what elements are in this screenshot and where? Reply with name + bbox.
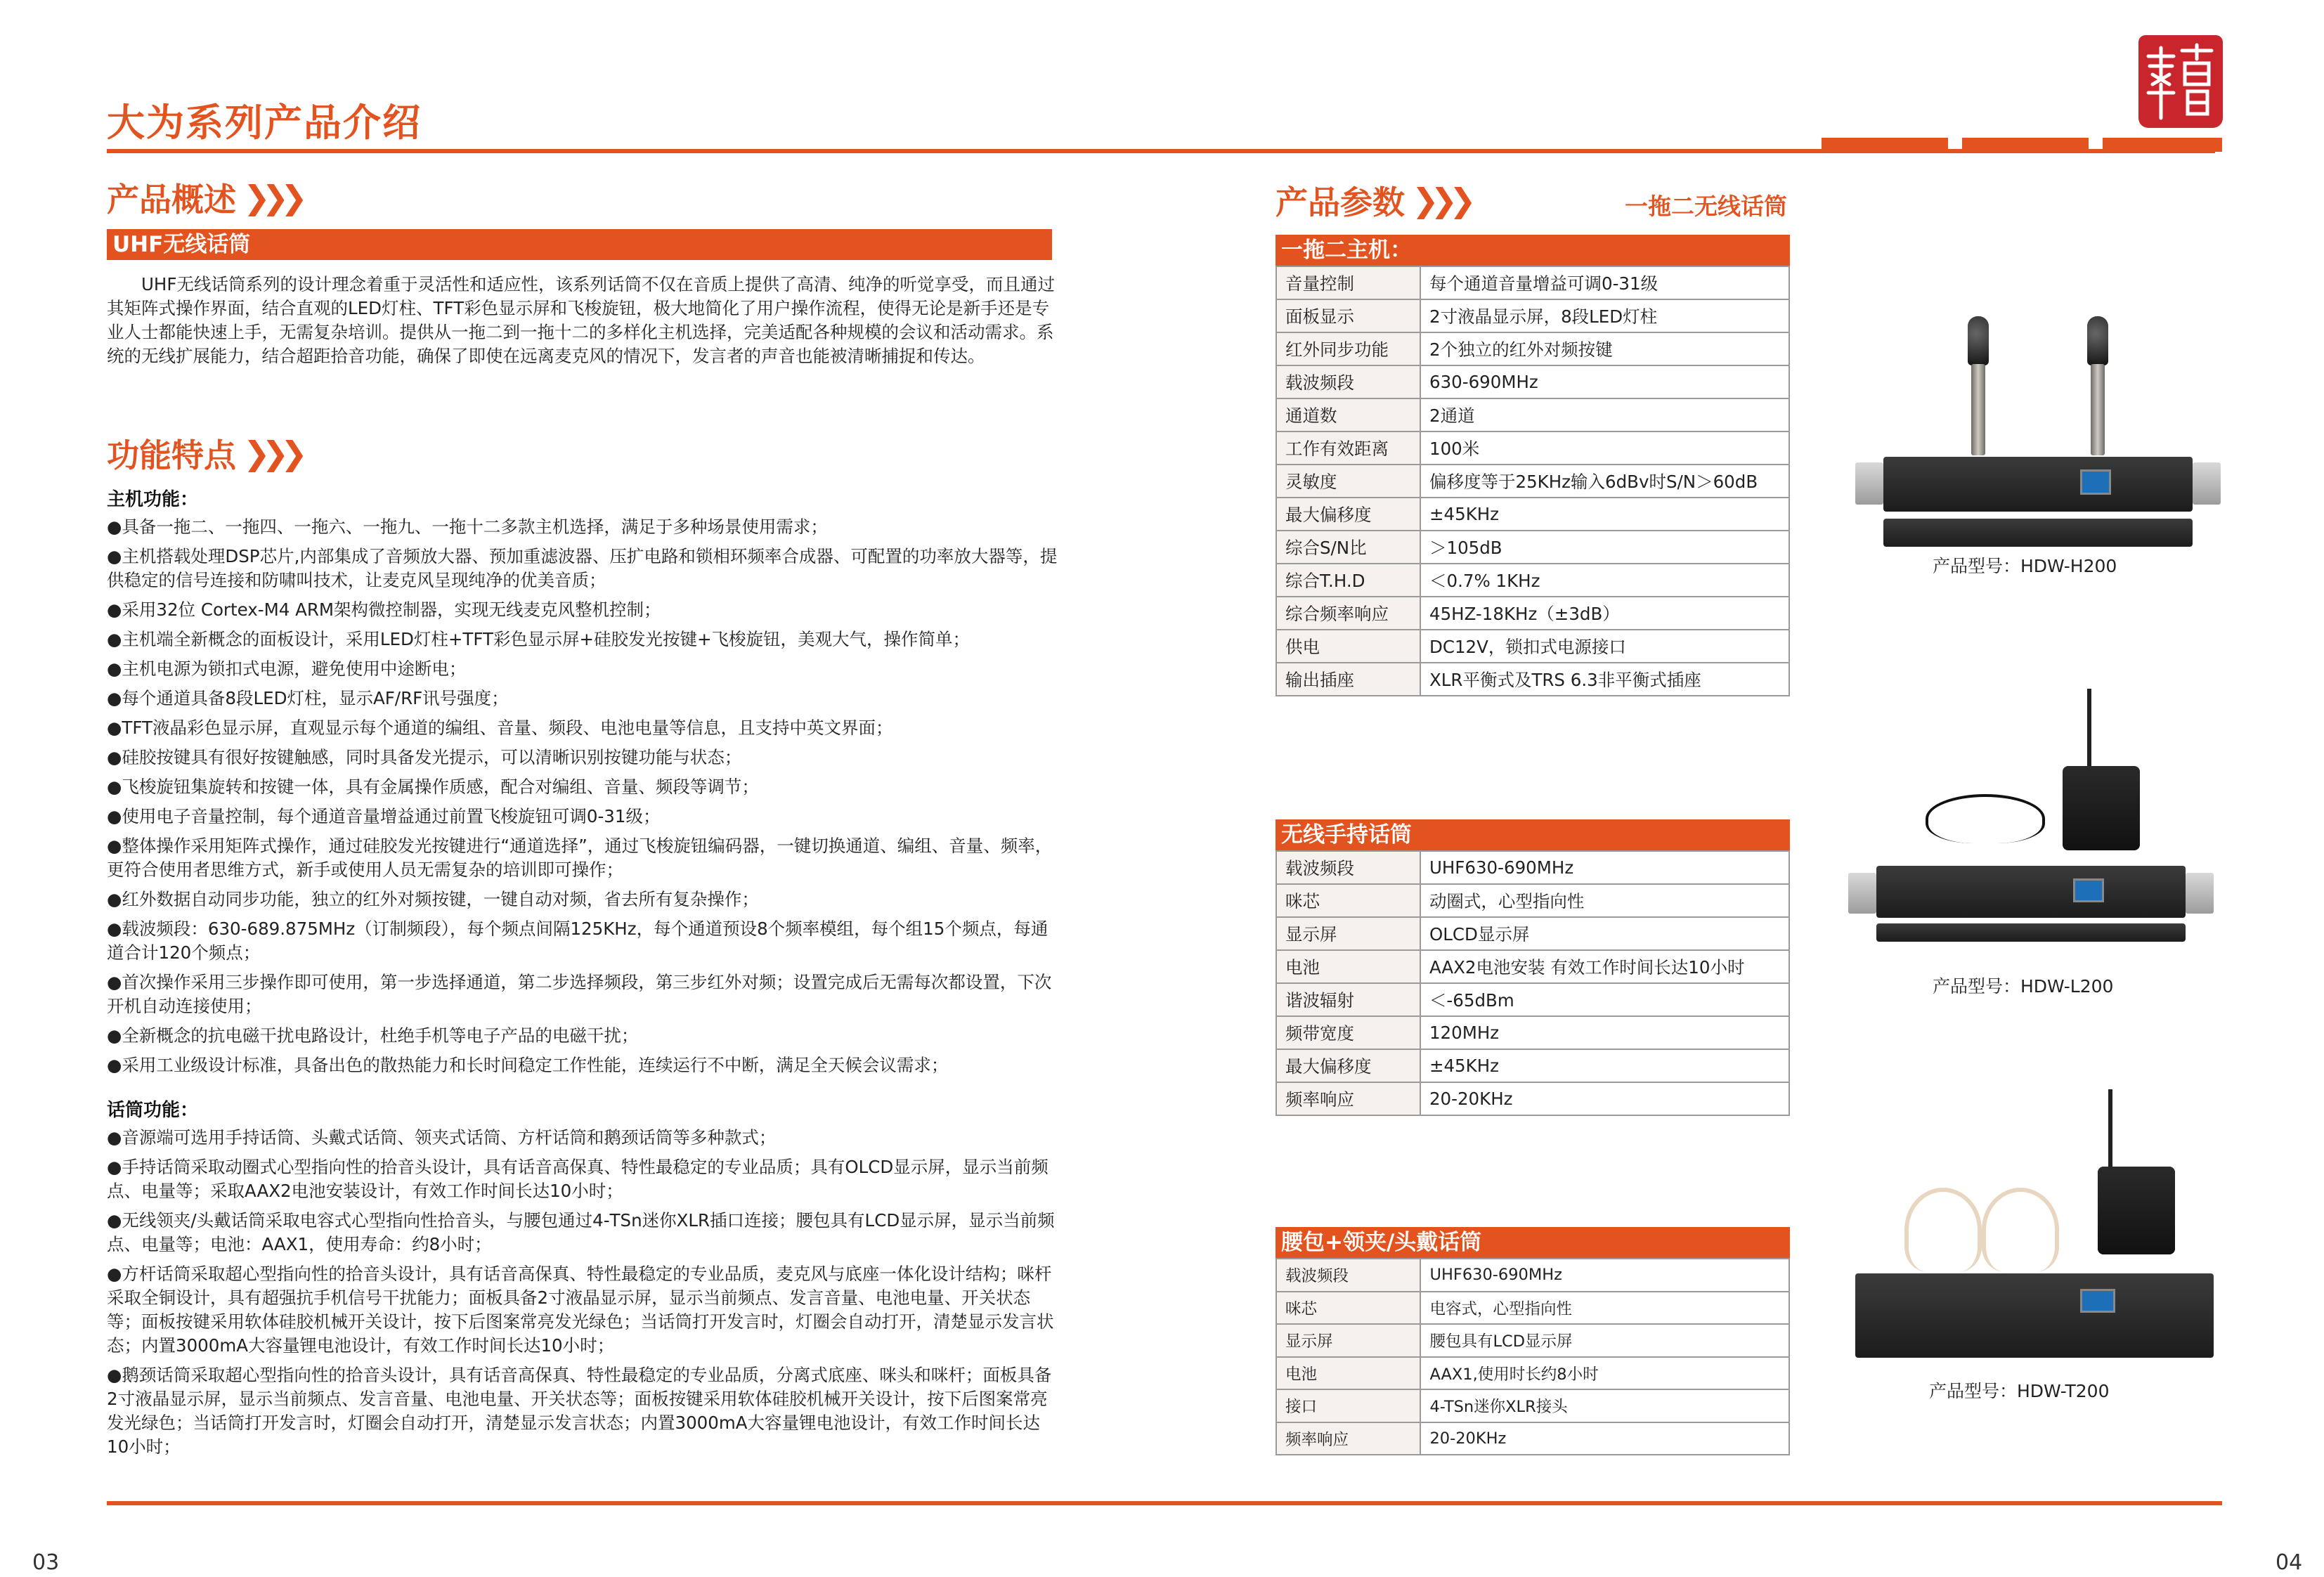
spec-key: 最大偏移度: [1276, 1049, 1420, 1082]
spec-value: 2个独立的红外对频按键: [1420, 332, 1789, 365]
spec-row: [1276, 398, 1789, 431]
feature-item: ●使用电子音量控制，每个通道音量增益通过前置飞梭旋钮可调0-31级；: [107, 806, 661, 826]
spec-row: [1276, 332, 1789, 365]
receiver-front-icon: [1876, 866, 2186, 918]
feature-item: ●硅胶按键具有很好按键触感，同时具备发光提示，可以清晰识别按键功能与状态；: [107, 747, 742, 767]
spec-key: 咪芯: [1276, 1292, 1420, 1325]
spec-row: [1276, 663, 1789, 696]
footer-divider: [107, 1501, 2222, 1505]
overview-paragraph: UHF无线话筒系列的设计理念着重于灵活性和适应性，该系列话筒不仅在音质上提供了高清、纯净的听觉享受，而且通过其矩阵式操作界面，结合直观的LED灯柱、TFT彩色显示屏和飞梭旋钮，极大地简化了用户操作流程，使得无论是新手还是专业人士都能快速上手，无需复杂培训。提供从一拖二到一拖十二的多样化主机选择，完美适配各种规模的会议和活动需求。系统的无线扩展能力，结合超距拾音功能，确保了即使在远离麦克风的情况下，发言者的声音也能被清晰捕捉和传达。: [107, 274, 1055, 366]
spec-row: [1276, 531, 1789, 564]
receiver-back-icon: [1883, 519, 2193, 547]
spec-row: [1276, 431, 1789, 465]
lcd-screen-icon: [2080, 1289, 2115, 1313]
feature-item: ●整体操作采用矩阵式操作，通过硅胶发光按键进行“通道选择”，通过飞梭旋钮编码器，一键切换通道、编组、音量、频率，更符合使用者思维方式，新手或使用人员无需复杂的培训即可操作；: [107, 836, 1053, 880]
spec-key: 载波频段: [1276, 1259, 1420, 1292]
handheld-spec-table: [1275, 850, 1790, 1116]
spec-key: 综合S/N比: [1276, 531, 1420, 564]
feature-item: ●红外数据自动同步功能，独立的红外对频按键，一键自动对频，省去所有复杂操作；: [107, 889, 759, 909]
lcd-screen-icon: [2080, 469, 2111, 495]
handheld-spec-block: [1275, 819, 1790, 1116]
spec-key: 显示屏: [1276, 917, 1420, 950]
spec-row: [1276, 1324, 1789, 1357]
feature-item: ●每个通道具备8段LED灯柱，显示AF/RF讯号强度；: [107, 688, 509, 708]
spec-value: 120MHz: [1420, 1016, 1789, 1049]
spec-value: DC12V，锁扣式电源接口: [1420, 630, 1789, 663]
bodypack-spec-table: [1275, 1258, 1790, 1455]
host-feature-list: [107, 515, 1059, 1077]
spec-key: 面板显示: [1276, 299, 1420, 332]
double-chevron-icon: ❯❯❯: [243, 434, 299, 472]
spec-row: [1276, 917, 1789, 950]
spec-value: AAX1,使用时长约8小时: [1420, 1357, 1789, 1390]
feature-item: ●无线领夹/头戴话筒采取电容式心型指向性拾音头，与腰包通过4-TSn迷你XLR插口连接；腰包具有LCD显示屏，显示当前频点、电量等；电池：AAX1，使用寿命：约8小时；: [107, 1210, 1055, 1254]
spec-value: 动圈式，心型指向性: [1420, 884, 1789, 917]
feature-item: ●主机电源为锁扣式电源，避免使用中途断电；: [107, 658, 467, 679]
spec-key: 最大偏移度: [1276, 498, 1420, 531]
spec-key: 咪芯: [1276, 884, 1420, 917]
page-number-right: 04: [2276, 1550, 2303, 1575]
spec-row: [1276, 465, 1789, 498]
feature-item: ●首次操作采用三步操作即可使用，第一步选择通道，第二步选择频段，第三步红外对频；设置完成后无需每次都设置，下次开机自动连接使用；: [107, 972, 1052, 1016]
spec-key: 供电: [1276, 630, 1420, 663]
spec-row: [1276, 950, 1789, 983]
spec-value: UHF630-690MHz: [1420, 1259, 1789, 1292]
spec-row: [1276, 299, 1789, 332]
spec-row: [1276, 1259, 1789, 1292]
feature-item: ●载波频段：630-689.875MHz（订制频段），每个频点间隔125KHz，每个通道预设8个频率模组，每个组15个频点，每通道合计120个频点；: [107, 919, 1049, 963]
spec-row: [1276, 365, 1789, 398]
receiver-front-icon: [1855, 1273, 2214, 1358]
spec-key: 频率响应: [1276, 1082, 1420, 1115]
header-accent-block: [1822, 138, 1948, 152]
double-chevron-icon: ❯❯❯: [1412, 181, 1468, 219]
rack-ear-icon: [1855, 462, 1883, 505]
bodypack-icon: [2063, 766, 2140, 850]
params-heading: [1275, 177, 1468, 223]
antenna-icon: [2087, 689, 2091, 766]
spec-key: 显示屏: [1276, 1324, 1420, 1357]
page-title: 大为系列产品介绍: [107, 100, 422, 145]
feature-item: ●具备一拖二、一拖四、一拖六、一拖九、一拖十二多款主机选择，满足于多种场景使用需求；: [107, 517, 828, 537]
rack-ear-icon: [2186, 873, 2214, 914]
spec-row: [1276, 1016, 1789, 1049]
mic-features-title: 话筒功能：: [107, 1100, 199, 1121]
spec-row: [1276, 983, 1789, 1016]
feature-item: ●全新概念的抗电磁干扰电路设计，杜绝手机等电子产品的电磁干扰；: [107, 1025, 639, 1046]
spec-key: 综合T.H.D: [1276, 564, 1420, 597]
rack-ear-icon: [2193, 462, 2221, 505]
spec-value: 电容式，心型指向性: [1420, 1292, 1789, 1325]
spec-row: [1276, 597, 1789, 630]
spec-key: 通道数: [1276, 398, 1420, 431]
spec-value: 2寸液晶显示屏，8段LED灯柱: [1420, 299, 1789, 332]
spec-key: 音量控制: [1276, 266, 1420, 299]
spec-value: AAX2电池安装 有效工作时间长达10小时: [1420, 950, 1789, 983]
overview-heading-text: 产品概述: [107, 181, 236, 219]
params-heading-text: 产品参数: [1275, 183, 1405, 221]
caption-l200: 产品型号：HDW-L200: [1933, 976, 2114, 997]
spec-row: [1276, 1292, 1789, 1325]
spec-value: 4-TSn迷你XLR接头: [1420, 1389, 1789, 1422]
spec-value: 2通道: [1420, 398, 1789, 431]
bodypack-spec-bar: 腰包+领夹/头戴话筒: [1275, 1227, 1790, 1258]
spec-value: UHF630-690MHz: [1420, 851, 1789, 884]
host-spec-table: [1275, 266, 1790, 696]
bodypack-spec-block: [1275, 1227, 1790, 1455]
product-image-t200: [1848, 1089, 2221, 1370]
mic-head-icon: [1968, 316, 1989, 365]
feature-item: ●主机端全新概念的面板设计，采用LED灯柱+TFT彩色显示屏+硅胶发光按键+飞梭旋钮，美观大气，操作简单；: [107, 629, 971, 649]
spec-value: ＜-65dBm: [1420, 983, 1789, 1016]
rack-ear-icon: [1848, 873, 1876, 914]
spec-value: ＞105dB: [1420, 531, 1789, 564]
mic-feature-list: [107, 1126, 1059, 1459]
spec-row: [1276, 1049, 1789, 1082]
spec-row: [1276, 630, 1789, 663]
host-features-title: 主机功能：: [107, 489, 199, 510]
double-chevron-icon: ❯❯❯: [243, 179, 299, 216]
spec-key: 工作有效距离: [1276, 431, 1420, 465]
overview-heading: [107, 174, 299, 221]
mic-head-icon: [2087, 316, 2108, 365]
page-number-left: 03: [32, 1550, 60, 1575]
bodypack-icon: [2098, 1167, 2175, 1254]
lcd-screen-icon: [2073, 878, 2104, 902]
overview-bar: UHF无线话筒: [107, 229, 1052, 260]
feature-item: ●飞梭旋钮集旋转和按键一体，具有金属操作质感，配合对编组、音量、频段等调节；: [107, 777, 759, 797]
brand-logo-icon: [2138, 35, 2223, 128]
spec-value: 630-690MHz: [1420, 365, 1789, 398]
product-image-l200: [1848, 689, 2214, 942]
spec-row: [1276, 851, 1789, 884]
spec-value: 100米: [1420, 431, 1789, 465]
spec-key: 接口: [1276, 1389, 1420, 1422]
receiver-front-icon: [1883, 457, 2193, 512]
spec-row: [1276, 498, 1789, 531]
spec-value: ＜0.7% 1KHz: [1420, 564, 1789, 597]
spec-value: 每个通道音量增益可调0-31级: [1420, 266, 1789, 299]
spec-key: 频率响应: [1276, 1422, 1420, 1455]
spec-key: 电池: [1276, 1357, 1420, 1390]
feature-item: ●方杆话筒采取超心型指向性的拾音头设计，具有话音高保真、特性最稳定的专业品质，麦克风与底座一体化设计结构；咪杆采取全铜设计，具有超强抗手机信号干扰能力；面板具备2寸液晶显示屏，显示当前频点、发言音量、电池电量、开关状态等；面板按键采用软体硅胶机械开关设计，按下后图案常亮发光绿色；当话筒打开发言时，灯圈会自动打开，清楚显示发言状态；内置3000mA大容量锂电池设计，有效工作时间长达10小时；: [107, 1264, 1054, 1356]
mic-handle-icon: [2091, 364, 2105, 455]
features-heading-text: 功能特点: [107, 436, 236, 474]
spec-key: 载波频段: [1276, 365, 1420, 398]
feature-item: ●主机搭载处理DSP芯片,内部集成了音频放大器、预加重滤波器、压扩电路和锁相环频率合成器、可配置的功率放大器等，提供稳定的信号连接和防啸叫技术，让麦克风呈现纯净的优美音质；: [107, 546, 1058, 590]
handheld-spec-bar: 无线手持话筒: [1275, 819, 1790, 850]
receiver-back-icon: [1876, 923, 2186, 942]
spec-row: [1276, 266, 1789, 299]
params-subtitle: 一拖二无线话筒: [1625, 193, 1787, 220]
spec-row: [1276, 1389, 1789, 1422]
spec-key: 谐波辐射: [1276, 983, 1420, 1016]
spec-row: [1276, 1357, 1789, 1390]
spec-key: 灵敏度: [1276, 465, 1420, 498]
caption-t200: 产品型号：HDW-T200: [1929, 1381, 2110, 1401]
antenna-icon: [2108, 1089, 2112, 1167]
spec-value: 20-20KHz: [1420, 1422, 1789, 1455]
header-accent-block: [1962, 138, 2089, 152]
host-spec-block: [1275, 235, 1790, 696]
feature-item: ●TFT液晶彩色显示屏，直观显示每个通道的编组、音量、频段、电池电量等信息，且支持中英文界面；: [107, 718, 893, 738]
spec-row: [1276, 1082, 1789, 1115]
caption-h200: 产品型号：HDW-H200: [1933, 556, 2117, 576]
spec-row: [1276, 564, 1789, 597]
product-image-h200: [1855, 309, 2221, 548]
spec-value: 20-20KHz: [1420, 1082, 1789, 1115]
spec-key: 红外同步功能: [1276, 332, 1420, 365]
spec-row: [1276, 884, 1789, 917]
spec-key: 载波频段: [1276, 851, 1420, 884]
spec-value: ±45KHz: [1420, 498, 1789, 531]
spec-value: XLR平衡式及TRS 6.3非平衡式插座: [1420, 663, 1789, 696]
lavalier-cable-icon: [1926, 794, 2045, 843]
spec-value: 偏移度等于25KHz输入6dBv时S/N＞60dB: [1420, 465, 1789, 498]
host-spec-bar: 一拖二主机：: [1275, 235, 1790, 266]
headset-icon: [1904, 1188, 1982, 1272]
header-accent-block: [2103, 138, 2222, 152]
features-heading: [107, 430, 299, 476]
mic-handle-icon: [1971, 364, 1985, 455]
spec-key: 输出插座: [1276, 663, 1420, 696]
spec-key: 电池: [1276, 950, 1420, 983]
spec-value: 45HZ-18KHz（±3dB）: [1420, 597, 1789, 630]
spec-row: [1276, 1422, 1789, 1455]
feature-item: ●采用32位 Cortex-M4 ARM架构微控制器，实现无线麦克风整机控制；: [107, 599, 661, 620]
feature-item: ●鹅颈话筒采取超心型指向性的拾音头设计，具有话音高保真、特性最稳定的专业品质，分离式底座、咪头和咪杆；面板具备2寸液晶显示屏，显示当前频点、发言音量、电池电量、开关状态等；面板按键采用软体硅胶机械开关设计，按下后图案常亮发光绿色；当话筒打开发言时，灯圈会自动打开，清楚显示发言状态；内置3000mA大容量锂电池设计，有效工作时间长达10小时；: [107, 1365, 1052, 1457]
feature-item: ●音源端可选用手持话筒、头戴式话筒、领夹式话筒、方杆话筒和鹅颈话筒等多种款式；: [107, 1127, 777, 1148]
feature-item: ●采用工业级设计标准，具备出色的散热能力和长时间稳定工作性能，连续运行不中断，满足全天候会议需求；: [107, 1055, 949, 1075]
headset-icon: [1982, 1188, 2059, 1272]
feature-item: ●手持话筒采取动圈式心型指向性的拾音头设计，具有话音高保真、特性最稳定的专业品质；具有OLCD显示屏，显示当前频点、电量等；采取AAX2电池安装设计，有效工作时间长达10小时；: [107, 1157, 1049, 1201]
spec-value: 腰包具有LCD显示屏: [1420, 1324, 1789, 1357]
spec-key: 综合频率响应: [1276, 597, 1420, 630]
spec-value: OLCD显示屏: [1420, 917, 1789, 950]
spec-value: ±45KHz: [1420, 1049, 1789, 1082]
spec-key: 频带宽度: [1276, 1016, 1420, 1049]
host-features: [107, 485, 1059, 1465]
